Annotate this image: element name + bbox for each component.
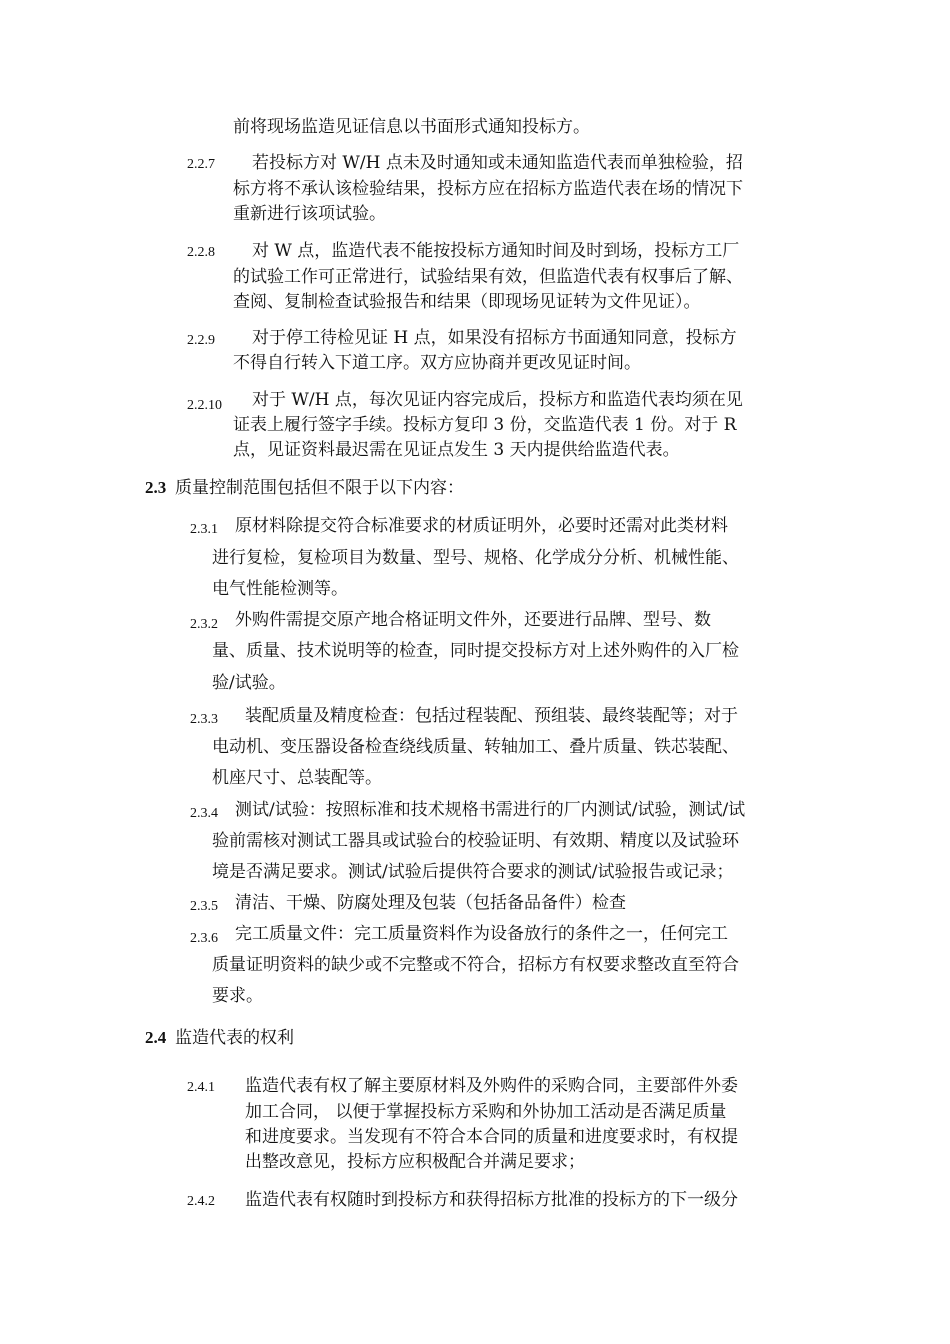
para-line: 证表上履行签字手续。投标方复印 3 份，交监造代表 1 份。对于 R xyxy=(233,415,737,435)
clause-number: 2.2.8 xyxy=(187,245,215,260)
para-line: 对 W 点，监造代表不能按投标方通知时间及时到场，投标方工厂 xyxy=(252,241,740,261)
para-line: 查阅、复制检查试验报告和结果（即现场见证转为文件见证）。 xyxy=(233,292,701,312)
para-line: 对于停工待检见证 H 点，如果没有招标方书面通知同意，投标方 xyxy=(252,328,737,348)
para-line: 前将现场监造见证信息以书面形式通知投标方。 xyxy=(233,117,590,137)
clause-number: 2.3.6 xyxy=(190,931,218,946)
section-number: 2.3 xyxy=(145,478,167,497)
clause-number: 2.2.9 xyxy=(187,333,215,348)
clause-number: 2.4.1 xyxy=(187,1080,215,1095)
para-line: 原材料除提交符合标准要求的材质证明外，必要时还需对此类材料 xyxy=(235,516,728,536)
para-line: 进行复检，复检项目为数量、型号、规格、化学成分分析、机械性能、 xyxy=(212,548,739,568)
para-line: 外购件需提交原产地合格证明文件外，还要进行品牌、型号、数 xyxy=(235,610,711,630)
para-line: 验/试验。 xyxy=(212,673,286,693)
para-line: 电动机、变压器设备检查绕线质量、转轴加工、叠片质量、铁芯装配、 xyxy=(212,737,739,757)
para-line: 要求。 xyxy=(212,986,263,1006)
para-line: 出整改意见，投标方应积极配合并满足要求； xyxy=(245,1152,585,1172)
section-title: 监造代表的权利 xyxy=(175,1028,294,1048)
para-line: 完工质量文件：完工质量资料作为设备放行的条件之一，任何完工 xyxy=(235,924,728,944)
para-line: 对于 W/H 点，每次见证内容完成后，投标方和监造代表均须在见 xyxy=(252,390,743,410)
para-line: 质量证明资料的缺少或不完整或不符合，招标方有权要求整改直至符合 xyxy=(212,955,739,975)
para-line: 点，见证资料最迟需在见证点发生 3 天内提供给监造代表。 xyxy=(233,440,680,460)
clause-number: 2.2.10 xyxy=(187,398,222,413)
para-line: 清洁、干燥、防腐处理及包装（包括备品备件）检查 xyxy=(235,893,626,913)
clause-number: 2.3.3 xyxy=(190,712,218,727)
para-line: 电气性能检测等。 xyxy=(212,579,348,599)
para-line: 测试/试验：按照标准和技术规格书需进行的厂内测试/试验，测试/试 xyxy=(235,800,746,820)
para-line: 若投标方对 W/H 点未及时通知或未通知监造代表而单独检验，招 xyxy=(252,153,743,173)
section-number: 2.4 xyxy=(145,1028,167,1047)
clause-number: 2.3.2 xyxy=(190,617,218,632)
clause-number: 2.3.4 xyxy=(190,806,218,821)
para-line: 验前需核对测试工器具或试验台的校验证明、有效期、精度以及试验环 xyxy=(212,831,739,851)
section-title: 质量控制范围包括但不限于以下内容： xyxy=(175,478,464,498)
para-line: 和进度要求。当发现有不符合本合同的质量和进度要求时，有权提 xyxy=(245,1127,738,1147)
para-line: 重新进行该项试验。 xyxy=(233,204,386,224)
clause-number: 2.2.7 xyxy=(187,157,215,172)
clause-number: 2.4.2 xyxy=(187,1194,215,1209)
para-line: 装配质量及精度检查：包括过程装配、预组装、最终装配等；对于 xyxy=(245,706,738,726)
para-line: 监造代表有权随时到投标方和获得招标方批准的投标方的下一级分 xyxy=(245,1190,738,1210)
para-line: 量、质量、技术说明等的检查，同时提交投标方对上述外购件的入厂检 xyxy=(212,641,739,661)
para-line: 监造代表有权了解主要原材料及外购件的采购合同，主要部件外委 xyxy=(245,1076,738,1096)
para-line: 的试验工作可正常进行，试验结果有效，但监造代表有权事后了解、 xyxy=(233,267,743,287)
clause-number: 2.3.1 xyxy=(190,522,218,537)
para-line: 加工合同， 以便于掌握投标方采购和外协加工活动是否满足质量 xyxy=(245,1102,727,1122)
para-line: 不得自行转入下道工序。双方应协商并更改见证时间。 xyxy=(233,353,641,373)
para-line: 境是否满足要求。测试/试验后提供符合要求的测试/试验报告或记录； xyxy=(212,862,734,882)
para-line: 标方将不承认该检验结果，投标方应在招标方监造代表在场的情况下 xyxy=(233,179,743,199)
para-line: 机座尺寸、总装配等。 xyxy=(212,768,382,788)
clause-number: 2.3.5 xyxy=(190,899,218,914)
